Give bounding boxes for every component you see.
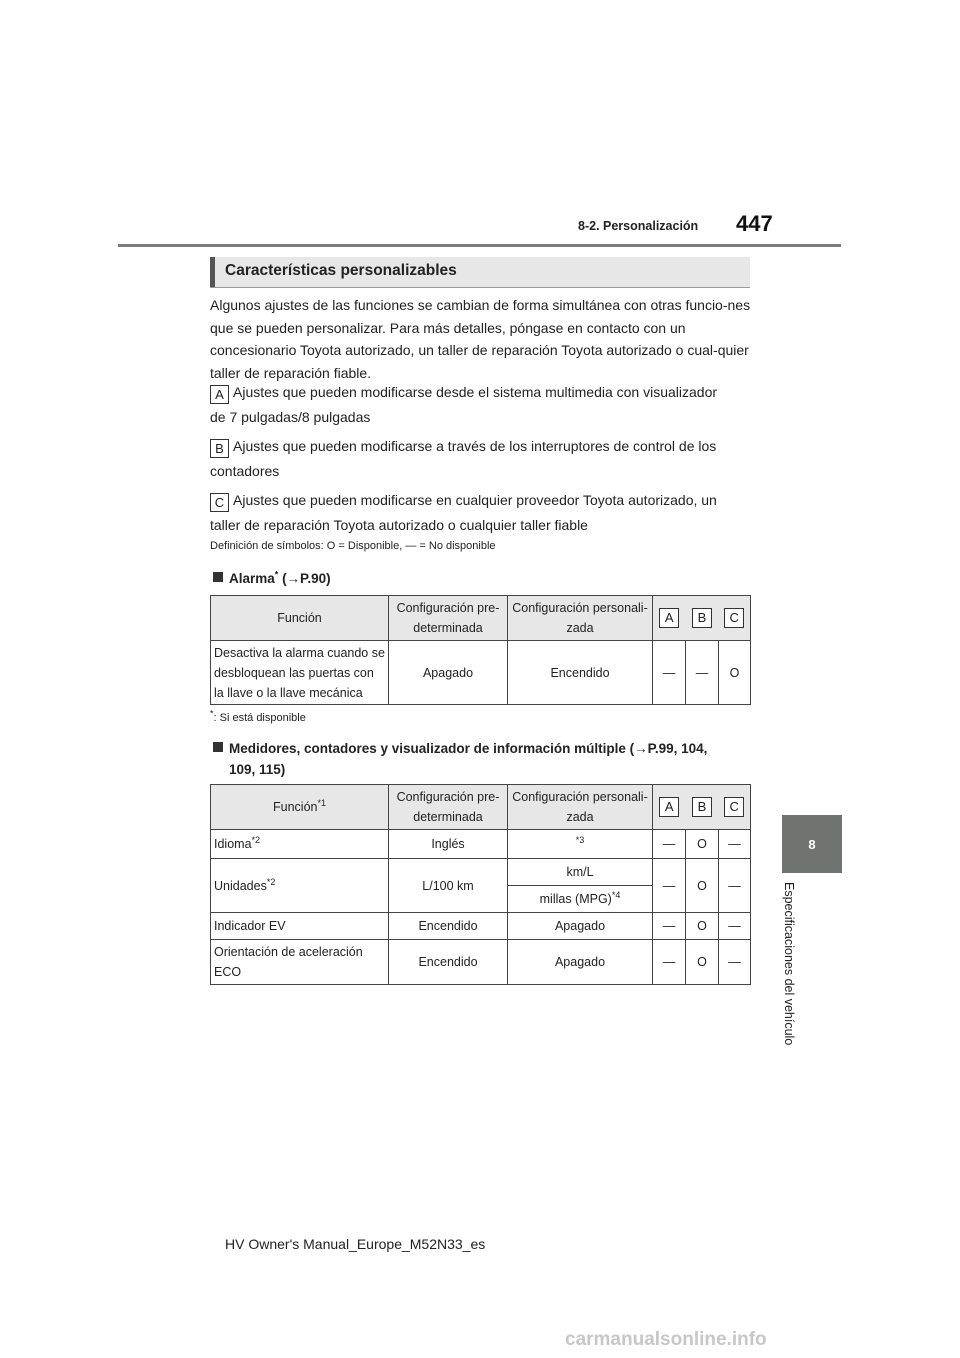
legend-letter-box: B (210, 439, 229, 458)
cell-c: — (719, 940, 751, 985)
cell-custom: Apagado (508, 940, 653, 985)
cell-a: — (653, 859, 686, 913)
chapter-tab: 8 (782, 815, 842, 873)
cell-b: O (686, 913, 719, 940)
manual-footer: HV Owner's Manual_Europe_M52N33_es (225, 1236, 486, 1252)
square-bullet-icon (213, 742, 223, 752)
table-header-row (211, 785, 751, 830)
cell-a: — (653, 913, 686, 940)
cell-default: L/100 km (389, 859, 508, 913)
cell-b: O (686, 940, 719, 985)
chapter-caption (782, 882, 806, 1072)
col-header-default: Configuración pre- determinada (389, 596, 508, 641)
col-header-b: B (686, 785, 719, 830)
col-header-b: B (686, 596, 719, 641)
section-heading-bar (210, 257, 215, 287)
alarm-heading: Alarma* (→P.90) (213, 568, 331, 589)
symbols-note: Definición de símbolos: O = Disponible, — = No disponible (210, 540, 496, 552)
cell-default: Encendido (389, 913, 508, 940)
legend-letter-box: A (210, 385, 229, 404)
chapter-caption-text: Especificaciones del vehículo (782, 882, 796, 1046)
alarm-table (210, 595, 751, 705)
page-reference: (→P.90) (282, 571, 331, 586)
table-row (211, 641, 751, 705)
legend-item-b (210, 434, 755, 458)
legend-item-a (210, 380, 755, 404)
section-heading (210, 257, 750, 288)
cell-b: — (686, 641, 719, 705)
legend-text: Ajustes que pueden modificarse en cualquier proveedor Toyota autorizado, un (233, 492, 717, 508)
intro-paragraph: Algunos ajustes de las funciones se cambian de forma simultánea con otras funcio-nes que se pueden personalizar. Para más detalles, póngase en contacto con un concesionario Toyota autorizado, un taller de reparación Toyota autorizado o cual-quier taller de reparación fiable. (210, 297, 751, 381)
cell-a: — (653, 940, 686, 985)
cell-c: — (719, 859, 751, 913)
cell-c: — (719, 830, 751, 859)
cell-default: Inglés (389, 830, 508, 859)
cell-funcion: Orientación de aceleración ECO (211, 940, 389, 985)
table-row (211, 940, 751, 985)
col-header-funcion: Función$^{*1}$ (211, 785, 389, 830)
table-row (211, 913, 751, 940)
cell-custom: km/L (508, 859, 653, 886)
page-number: 447 (736, 211, 773, 236)
cell-custom: Apagado (508, 913, 653, 940)
cell-custom: *3 (508, 830, 653, 859)
col-header-c: C (719, 785, 751, 830)
cell-funcion: Idioma$^{*2}$ (211, 830, 389, 859)
col-header-funcion: Función (211, 596, 389, 641)
cell-b: O (686, 830, 719, 859)
cell-a: — (653, 830, 686, 859)
col-header-default: Configuración pre- determinada (389, 785, 508, 830)
table-row (211, 859, 751, 886)
table-header-row (211, 596, 751, 641)
legend-text: Ajustes que pueden modificarse a través de los interruptores de control de los (233, 438, 717, 454)
cell-default: Apagado (389, 641, 508, 705)
cell-default: Encendido (389, 940, 508, 985)
legend-item-c (210, 488, 755, 512)
cell-a: — (653, 641, 686, 705)
meters-heading: Medidores, contadores y visualizador de información múltiple (→P.99, 104, 109, 115) (213, 738, 707, 780)
legend-item-b-cont: contadores (210, 463, 280, 479)
legend-item-a-cont: de 7 pulgadas/8 pulgadas (210, 409, 371, 425)
section-label: 8-2. Personalización (578, 219, 699, 233)
section-title: Características personalizables (225, 262, 457, 279)
alarm-footnote: *: Si está disponible (210, 708, 306, 724)
col-header-c: C (719, 596, 751, 641)
cell-funcion: Desactiva la alarma cuando se desbloquean las puertas con la llave o la llave mecánica (211, 641, 389, 705)
col-header-a: A (653, 596, 686, 641)
header-divider (118, 244, 841, 247)
legend-item-c-cont: taller de reparación Toyota autorizado o cualquier taller fiable (210, 517, 588, 533)
cell-c: — (719, 913, 751, 940)
legend-letter-box: C (210, 493, 229, 512)
col-header-a: A (653, 785, 686, 830)
cell-custom: Encendido (508, 641, 653, 705)
col-header-custom: Configuración personali- zada (508, 596, 653, 641)
cell-funcion: Unidades$^{*2}$ (211, 859, 389, 913)
cell-funcion: Indicador EV (211, 913, 389, 940)
col-header-custom: Configuración personali- zada (508, 785, 653, 830)
square-bullet-icon (213, 572, 223, 582)
cell-c: O (719, 641, 751, 705)
legend-text: Ajustes que pueden modificarse desde el sistema multimedia con visualizador (233, 384, 718, 400)
cell-b: O (686, 859, 719, 913)
watermark: carmanualsonline.info (565, 1329, 767, 1350)
table-row (211, 830, 751, 859)
meters-table (210, 784, 751, 985)
cell-custom: millas (MPG)$^{*4}$ (508, 886, 653, 913)
